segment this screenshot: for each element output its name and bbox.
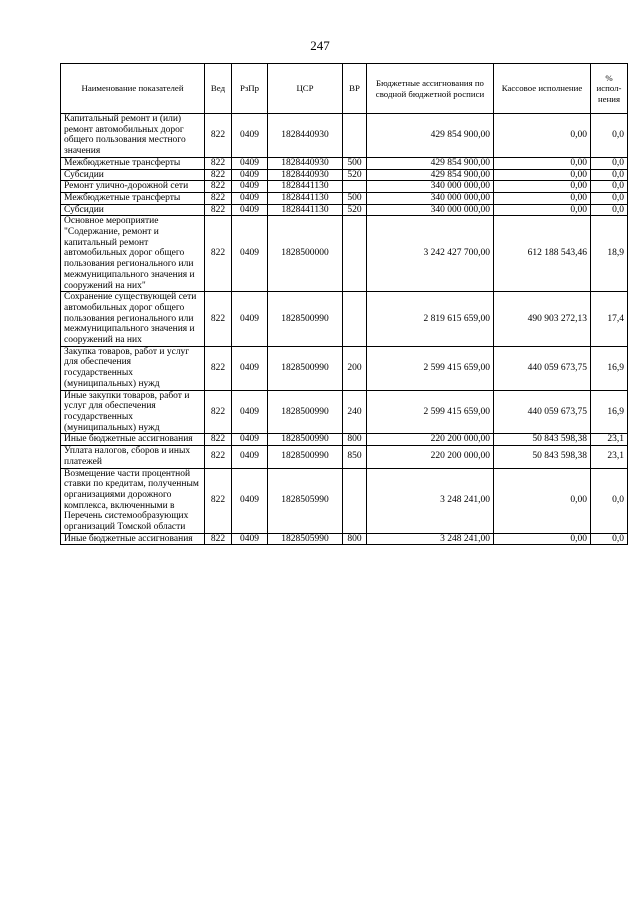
row-percent: 0,0 bbox=[591, 169, 628, 181]
row-name: Иные закупки товаров, работ и услуг для обеспечения государственных (муниципальных) нужд bbox=[61, 390, 205, 434]
table-header-row bbox=[61, 64, 628, 114]
header-csr: ЦСР bbox=[268, 64, 343, 114]
row-csr: 1828500990 bbox=[268, 434, 343, 446]
row-percent: 23,1 bbox=[591, 446, 628, 468]
row-ved: 822 bbox=[205, 346, 232, 390]
row-vr bbox=[343, 181, 367, 193]
row-percent: 17,4 bbox=[591, 292, 628, 347]
table-row bbox=[61, 390, 628, 434]
row-percent: 0,0 bbox=[591, 533, 628, 545]
row-cash-execution: 0,00 bbox=[494, 181, 591, 193]
header-rzpr: РзПр bbox=[232, 64, 268, 114]
row-rzpr: 0409 bbox=[232, 346, 268, 390]
table-row bbox=[61, 181, 628, 193]
row-ved: 822 bbox=[205, 390, 232, 434]
row-percent: 0,0 bbox=[591, 468, 628, 533]
row-vr: 800 bbox=[343, 533, 367, 545]
row-percent: 16,9 bbox=[591, 390, 628, 434]
row-ved: 822 bbox=[205, 204, 232, 216]
table-row bbox=[61, 346, 628, 390]
table-row bbox=[61, 204, 628, 216]
row-name: Межбюджетные трансферты bbox=[61, 192, 205, 204]
table-row bbox=[61, 169, 628, 181]
row-name: Возмещение части процентной ставки по кредитам, полученным организациями дорожного комплекса, включенными в Перечень системообразующих организаций Томской области bbox=[61, 468, 205, 533]
header-cash-execution: Кассовое исполнение bbox=[494, 64, 591, 114]
table-row bbox=[61, 533, 628, 545]
row-vr: 240 bbox=[343, 390, 367, 434]
table-row bbox=[61, 434, 628, 446]
row-csr: 1828500990 bbox=[268, 292, 343, 347]
row-ved: 822 bbox=[205, 292, 232, 347]
row-rzpr: 0409 bbox=[232, 434, 268, 446]
row-rzpr: 0409 bbox=[232, 390, 268, 434]
row-cash-execution: 50 843 598,38 bbox=[494, 446, 591, 468]
row-assignment: 2 599 415 659,00 bbox=[367, 346, 494, 390]
row-cash-execution: 0,00 bbox=[494, 169, 591, 181]
row-csr: 1828440930 bbox=[268, 114, 343, 158]
row-rzpr: 0409 bbox=[232, 114, 268, 158]
row-rzpr: 0409 bbox=[232, 204, 268, 216]
header-vr: ВР bbox=[343, 64, 367, 114]
row-name: Закупка товаров, работ и услуг для обеспечения государственных (муниципальных) нужд bbox=[61, 346, 205, 390]
row-ved: 822 bbox=[205, 468, 232, 533]
row-assignment: 220 200 000,00 bbox=[367, 434, 494, 446]
table-row bbox=[61, 192, 628, 204]
row-assignment: 2 599 415 659,00 bbox=[367, 390, 494, 434]
row-assignment: 220 200 000,00 bbox=[367, 446, 494, 468]
row-ved: 822 bbox=[205, 216, 232, 292]
table-row bbox=[61, 114, 628, 158]
row-cash-execution: 0,00 bbox=[494, 204, 591, 216]
row-percent: 0,0 bbox=[591, 192, 628, 204]
row-vr: 520 bbox=[343, 204, 367, 216]
row-assignment: 429 854 900,00 bbox=[367, 157, 494, 169]
row-csr: 1828500000 bbox=[268, 216, 343, 292]
row-csr: 1828505990 bbox=[268, 533, 343, 545]
row-cash-execution: 0,00 bbox=[494, 157, 591, 169]
header-assignments: Бюджетные ассигнования по сводной бюджетной росписи bbox=[367, 64, 494, 114]
row-vr: 500 bbox=[343, 157, 367, 169]
row-assignment: 3 242 427 700,00 bbox=[367, 216, 494, 292]
row-cash-execution: 50 843 598,38 bbox=[494, 434, 591, 446]
row-name: Сохранение существующей сети автомобильных дорог общего пользования регионального или межмуниципального значения и сооружений на них bbox=[61, 292, 205, 347]
row-csr: 1828440930 bbox=[268, 169, 343, 181]
row-vr: 500 bbox=[343, 192, 367, 204]
table-row bbox=[61, 292, 628, 347]
row-cash-execution: 440 059 673,75 bbox=[494, 390, 591, 434]
row-rzpr: 0409 bbox=[232, 169, 268, 181]
row-rzpr: 0409 bbox=[232, 157, 268, 169]
table-body bbox=[61, 114, 628, 545]
row-percent: 16,9 bbox=[591, 346, 628, 390]
row-ved: 822 bbox=[205, 446, 232, 468]
row-vr bbox=[343, 216, 367, 292]
row-assignment: 3 248 241,00 bbox=[367, 533, 494, 545]
row-vr: 200 bbox=[343, 346, 367, 390]
row-ved: 822 bbox=[205, 434, 232, 446]
row-ved: 822 bbox=[205, 169, 232, 181]
row-name: Основное мероприятие "Содержание, ремонт и капитальный ремонт автомобильных дорог общего пользования регионального или межмуниципального значения и сооружений на них" bbox=[61, 216, 205, 292]
row-csr: 1828440930 bbox=[268, 157, 343, 169]
row-cash-execution: 0,00 bbox=[494, 533, 591, 545]
row-vr: 520 bbox=[343, 169, 367, 181]
row-name: Уплата налогов, сборов и иных платежей bbox=[61, 446, 205, 468]
row-csr: 1828500990 bbox=[268, 346, 343, 390]
row-assignment: 340 000 000,00 bbox=[367, 192, 494, 204]
table-row bbox=[61, 216, 628, 292]
row-cash-execution: 0,00 bbox=[494, 114, 591, 158]
row-assignment: 429 854 900,00 bbox=[367, 114, 494, 158]
row-name: Ремонт улично-дорожной сети bbox=[61, 181, 205, 193]
row-rzpr: 0409 bbox=[232, 446, 268, 468]
row-csr: 1828500990 bbox=[268, 446, 343, 468]
table-row bbox=[61, 157, 628, 169]
row-rzpr: 0409 bbox=[232, 181, 268, 193]
row-percent: 0,0 bbox=[591, 181, 628, 193]
row-name: Межбюджетные трансферты bbox=[61, 157, 205, 169]
row-assignment: 340 000 000,00 bbox=[367, 181, 494, 193]
row-rzpr: 0409 bbox=[232, 292, 268, 347]
row-csr: 1828500990 bbox=[268, 390, 343, 434]
row-assignment: 2 819 615 659,00 bbox=[367, 292, 494, 347]
budget-table bbox=[60, 63, 628, 545]
row-assignment: 429 854 900,00 bbox=[367, 169, 494, 181]
header-ved: Вед bbox=[205, 64, 232, 114]
row-ved: 822 bbox=[205, 157, 232, 169]
row-ved: 822 bbox=[205, 181, 232, 193]
row-csr: 1828505990 bbox=[268, 468, 343, 533]
row-vr: 800 bbox=[343, 434, 367, 446]
row-rzpr: 0409 bbox=[232, 192, 268, 204]
row-cash-execution: 0,00 bbox=[494, 468, 591, 533]
row-assignment: 3 248 241,00 bbox=[367, 468, 494, 533]
row-vr bbox=[343, 114, 367, 158]
row-percent: 0,0 bbox=[591, 114, 628, 158]
header-name: Наименование показателей bbox=[61, 64, 205, 114]
row-ved: 822 bbox=[205, 192, 232, 204]
header-percent: % испол-нения bbox=[591, 64, 628, 114]
row-vr bbox=[343, 292, 367, 347]
row-vr: 850 bbox=[343, 446, 367, 468]
row-name: Субсидии bbox=[61, 204, 205, 216]
row-rzpr: 0409 bbox=[232, 468, 268, 533]
row-name: Иные бюджетные ассигнования bbox=[61, 434, 205, 446]
row-percent: 18,9 bbox=[591, 216, 628, 292]
row-cash-execution: 612 188 543,46 bbox=[494, 216, 591, 292]
row-csr: 1828441130 bbox=[268, 192, 343, 204]
row-csr: 1828441130 bbox=[268, 181, 343, 193]
row-assignment: 340 000 000,00 bbox=[367, 204, 494, 216]
row-vr bbox=[343, 468, 367, 533]
row-name: Иные бюджетные ассигнования bbox=[61, 533, 205, 545]
row-rzpr: 0409 bbox=[232, 216, 268, 292]
table-row bbox=[61, 468, 628, 533]
row-percent: 0,0 bbox=[591, 157, 628, 169]
row-percent: 23,1 bbox=[591, 434, 628, 446]
row-cash-execution: 490 903 272,13 bbox=[494, 292, 591, 347]
row-name: Капитальный ремонт и (или) ремонт автомобильных дорог общего пользования местного значения bbox=[61, 114, 205, 158]
row-name: Субсидии bbox=[61, 169, 205, 181]
page-number: 247 bbox=[310, 38, 330, 53]
row-ved: 822 bbox=[205, 114, 232, 158]
table-row bbox=[61, 446, 628, 468]
row-percent: 0,0 bbox=[591, 204, 628, 216]
row-ved: 822 bbox=[205, 533, 232, 545]
row-cash-execution: 0,00 bbox=[494, 192, 591, 204]
row-cash-execution: 440 059 673,75 bbox=[494, 346, 591, 390]
row-rzpr: 0409 bbox=[232, 533, 268, 545]
row-csr: 1828441130 bbox=[268, 204, 343, 216]
